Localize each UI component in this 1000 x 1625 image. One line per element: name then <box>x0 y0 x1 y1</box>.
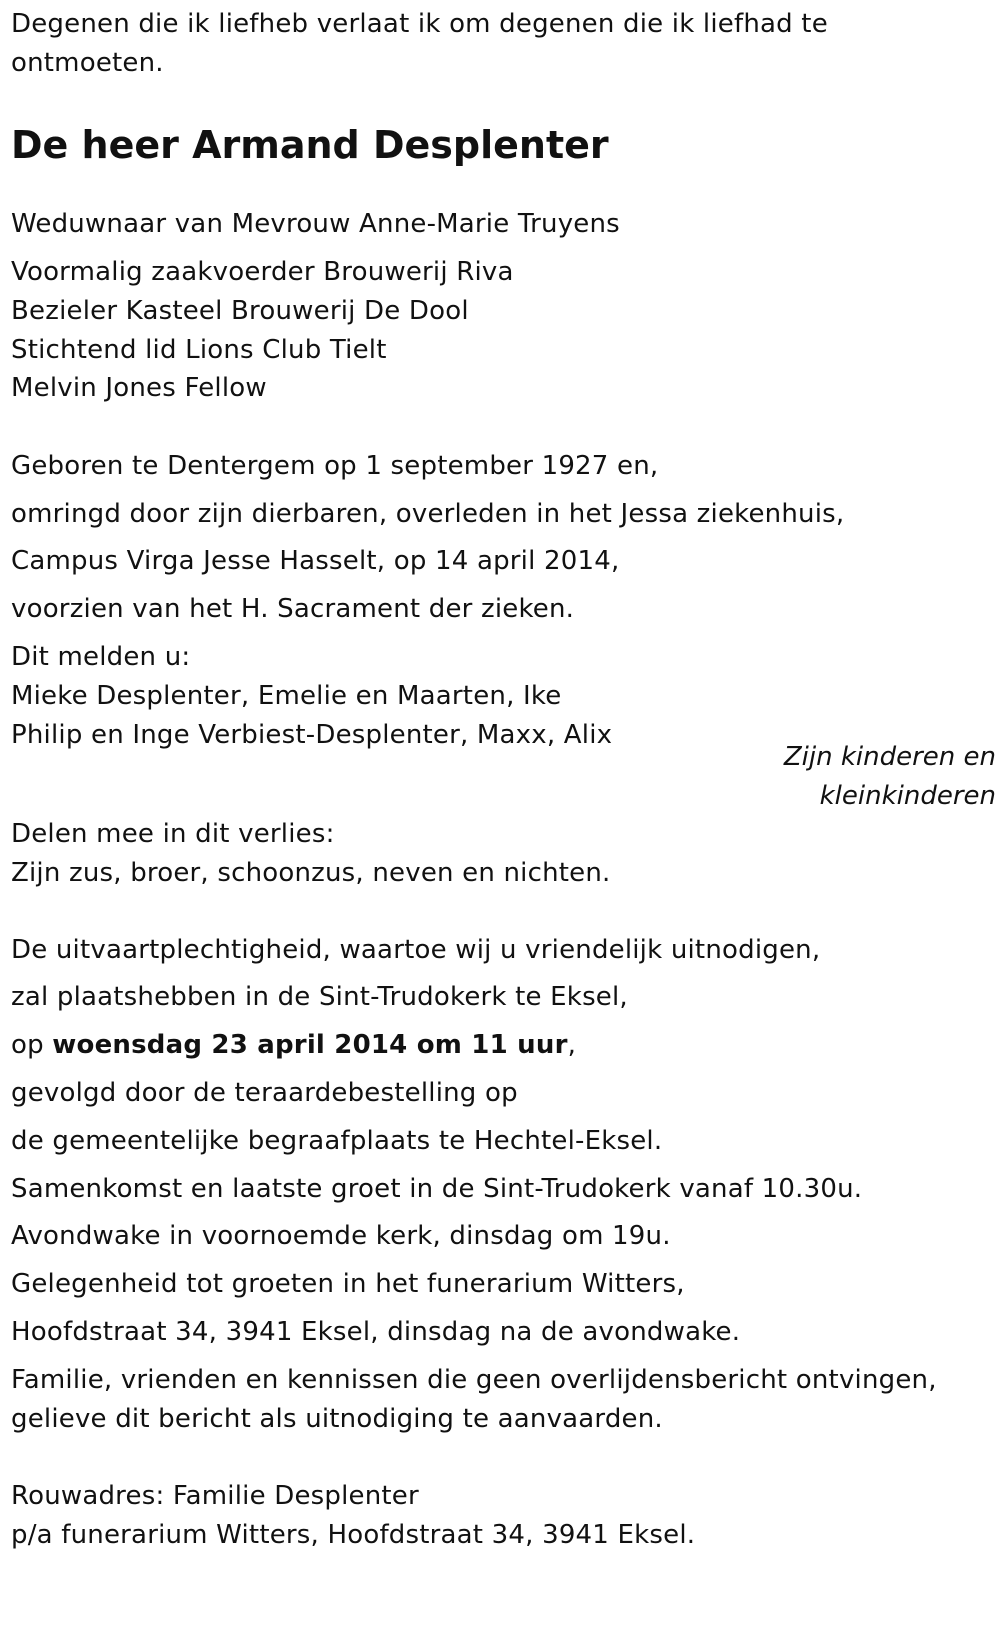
announce-intro: Dit melden u: <box>11 642 191 672</box>
funeral-line-5: de gemeentelijke begraafplaats te Hechtel-Eksel. <box>11 1126 663 1156</box>
funeral-line-8: Gelegenheid tot groeten in het funerarium Witters, <box>11 1269 685 1299</box>
motto-line-1: Degenen die ik liefheb verlaat ik om degenen die ik liefhad te <box>11 9 828 39</box>
funeral-line-11: gelieve dit bericht als uitnodiging te aanvaarden. <box>11 1404 663 1434</box>
share-intro: Delen mee in dit verlies: <box>11 819 335 849</box>
deceased-name: De heer Armand Desplenter <box>11 123 609 167</box>
funeral-line-6: Samenkomst en laatste groet in de Sint-Trudokerk vanaf 10.30u. <box>11 1174 863 1204</box>
funeral-line-4: gevolgd door de teraardebestelling op <box>11 1078 518 1108</box>
motto-line-2: ontmoeten. <box>11 48 164 78</box>
title-brewery-founder: Bezieler Kasteel Brouwerij De Dool <box>11 296 469 326</box>
address-line-1: Rouwadres: Familie Desplenter <box>11 1481 419 1511</box>
funeral-line-7: Avondwake in voornoemde kerk, dinsdag om 19u. <box>11 1221 671 1251</box>
title-widower: Weduwnaar van Mevrouw Anne-Marie Truyens <box>11 209 620 239</box>
funeral-line-9: Hoofdstraat 34, 3941 Eksel, dinsdag na de avondwake. <box>11 1317 741 1347</box>
title-lions-club: Stichtend lid Lions Club Tielt <box>11 335 387 365</box>
announce-family-1: Mieke Desplenter, Emelie en Maarten, Ike <box>11 681 562 711</box>
life-place-date: Campus Virga Jesse Hasselt, op 14 april 2014, <box>11 546 620 576</box>
funeral-date-prefix: op <box>11 1030 53 1060</box>
title-brewery-manager: Voormalig zaakvoerder Brouwerij Riva <box>11 257 514 287</box>
announce-family-2: Philip en Inge Verbiest-Desplenter, Maxx, Alix <box>11 720 613 750</box>
funeral-date-line <box>11 1025 576 1065</box>
life-birth: Geboren te Dentergem op 1 september 1927 en, <box>11 451 659 481</box>
address-line-2: p/a funerarium Witters, Hoofdstraat 34, 3941 Eksel. <box>11 1520 696 1550</box>
life-sacrament: voorzien van het H. Sacrament der zieken. <box>11 594 575 624</box>
funeral-line-2: zal plaatshebben in de Sint-Trudokerk te Eksel, <box>11 982 628 1012</box>
family-note-line-2: kleinkinderen <box>819 781 996 811</box>
funeral-date: woensdag 23 april 2014 om 11 uur <box>52 1030 568 1060</box>
funeral-date-suffix: , <box>567 1030 577 1060</box>
funeral-line-10: Familie, vrienden en kennissen die geen overlijdensbericht ontvingen, <box>11 1365 937 1395</box>
family-note-line-1: Zijn kinderen en <box>783 742 996 772</box>
life-death: omringd door zijn dierbaren, overleden in het Jessa ziekenhuis, <box>11 499 845 529</box>
funeral-line-1: De uitvaartplechtigheid, waartoe wij u vriendelijk uitnodigen, <box>11 935 821 965</box>
share-relatives: Zijn zus, broer, schoonzus, neven en nichten. <box>11 858 611 888</box>
title-melvin-jones: Melvin Jones Fellow <box>11 373 267 403</box>
